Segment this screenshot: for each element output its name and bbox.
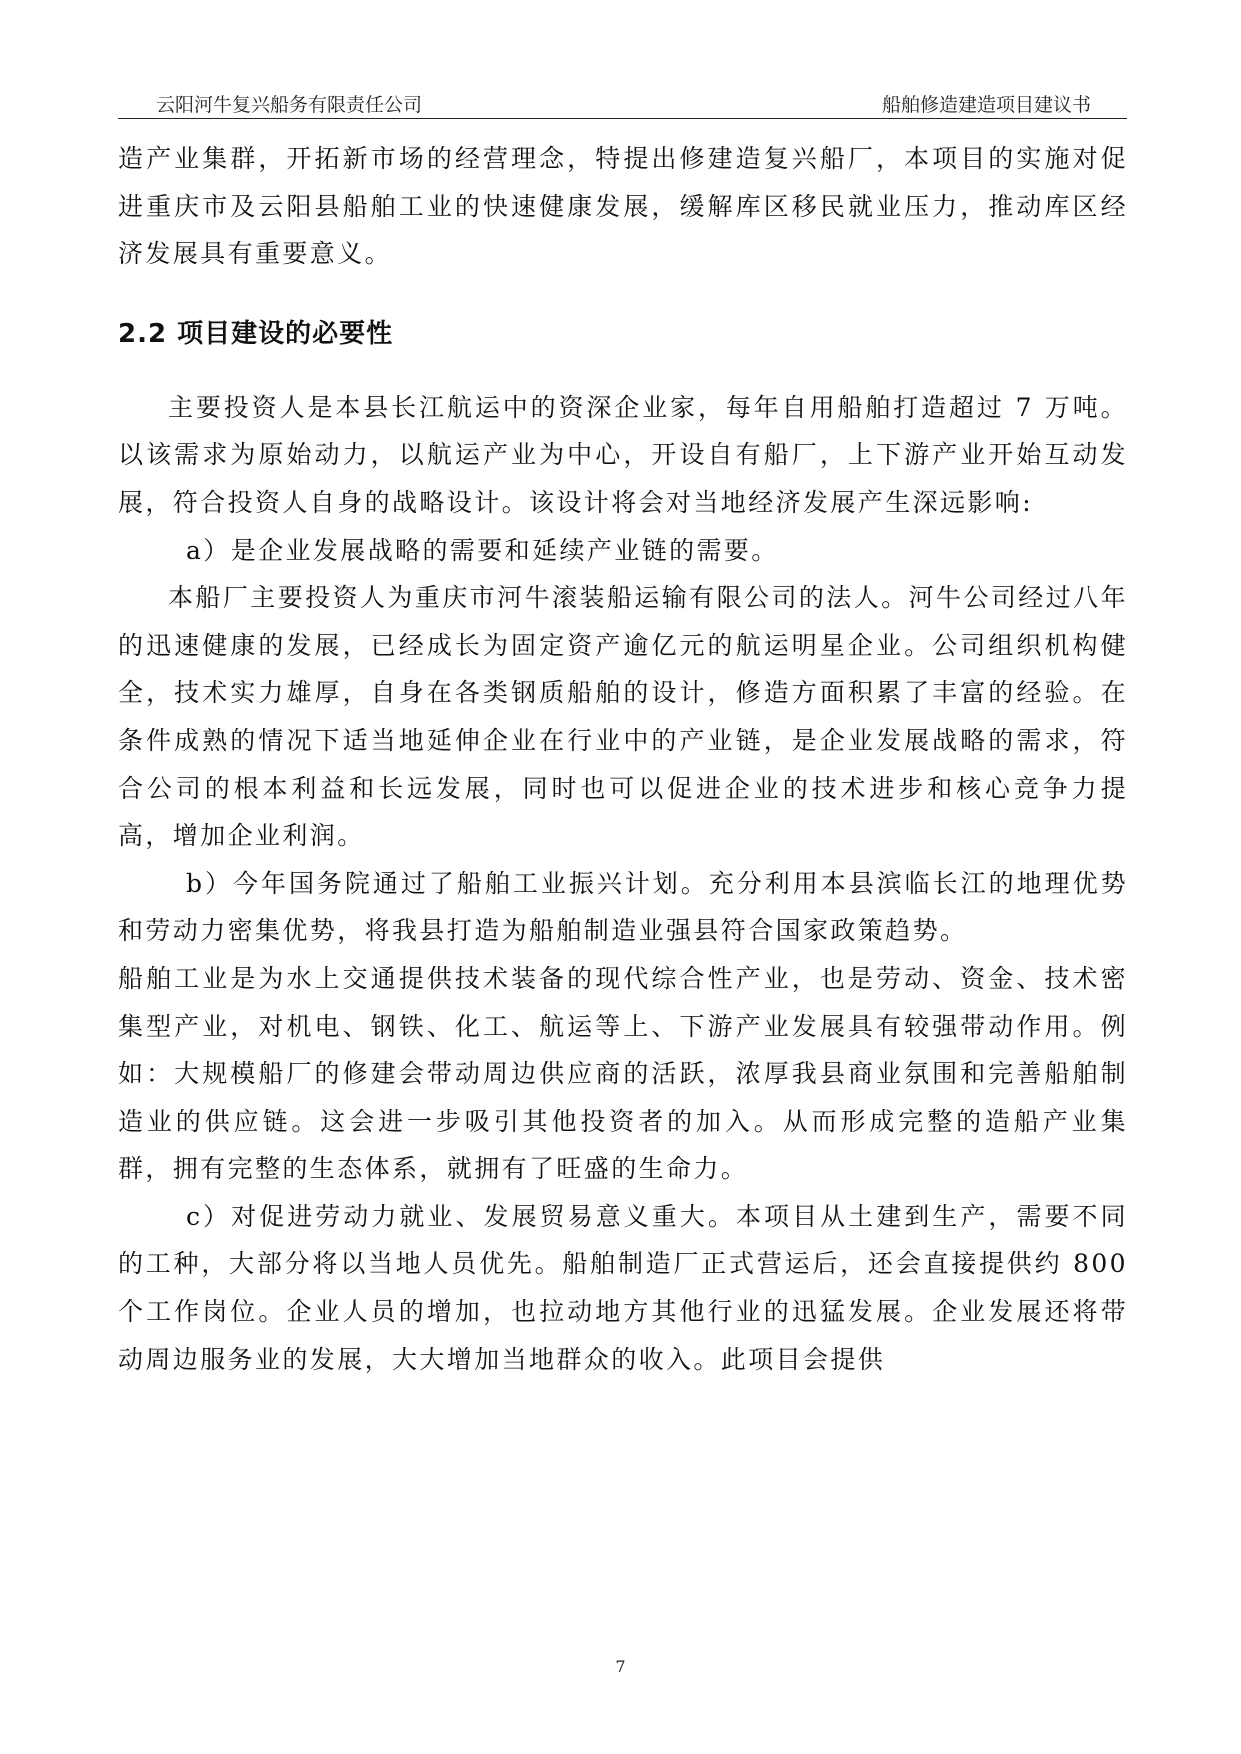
page-number: 7 <box>615 1657 626 1676</box>
list-item-b: b）今年国务院通过了船舶工业振兴计划。充分利用本县滨临长江的地理优势和劳动力密集优势，将我县打造为船舶制造业强县符合国家政策趋势。 <box>118 868 1128 946</box>
page-header <box>118 84 1127 119</box>
list-item-a: a）是企业发展战略的需要和延续产业链的需要。 <box>186 535 779 565</box>
paragraph-company: 本船厂主要投资人为重庆市河牛滚装船运输有限公司的法人。河牛公司经过八年的迅速健康的发展，已经成长为固定资产逾亿元的航运明星企业。公司组织机构健全，技术实力雄厚，自身在各类钢质船舶的设计，修造方面积累了丰富的经验。在条件成熟的情况下适当地延伸企业在行业中的产业链，是企业发展战略的需求，符合公司的根本利益和长远发展，同时也可以促进企业的技术进步和核心竞争力提高，增加企业利润。 <box>118 583 1128 851</box>
list-item-c: c）对促进劳动力就业、发展贸易意义重大。本项目从土建到生产，需要不同的工种，大部分将以当地人员优先。船舶制造厂正式营运后，还会直接提供约 800 个工作岗位。企业人员的增加，也拉动地方其他行业的迅猛发展。企业发展还将带动周边服务业的发展，大大增加当地群众的收入。此项目会提供 <box>118 1201 1128 1374</box>
intro-paragraph: 造产业集群，开拓新市场的经营理念，特提出修建造复兴船厂，本项目的实施对促进重庆市及云阳县船舶工业的快速健康发展，缓解库区移民就业压力，推动库区经济发展具有重要意义。 <box>118 144 1128 269</box>
page-body <box>118 135 1128 1383</box>
paragraph-investor: 主要投资人是本县长江航运中的资深企业家，每年自用船舶打造超过 7 万吨。 以该需求为原始动力，以航运产业为中心，开设自有船厂，上下游产业开始互动发展，符合投资人自身的战略设计。该设计将会对当地经济发展产生深远影响: <box>118 392 1128 517</box>
section-heading: 2.2 项目建设的必要性 <box>118 318 394 349</box>
paragraph-shipbuilding-industry: 船舶工业是为水上交通提供技术装备的现代综合性产业，也是劳动、资金、技术密集型产业，对机电、钢铁、化工、航运等上、下游产业发展具有较强带动作用。例如：大规模船厂的修建会带动周边供应商的活跃，浓厚我县商业氛围和完善船舶制造业的供应链。这会进一步吸引其他投资者的加入。从而形成完整的造船产业集群，拥有完整的生态体系，就拥有了旺盛的生命力。 <box>118 963 1128 1184</box>
header-document-title: 船舶修造建造项目建议书 <box>881 94 1091 116</box>
header-company-name: 云阳河牛复兴船务有限责任公司 <box>156 94 423 116</box>
